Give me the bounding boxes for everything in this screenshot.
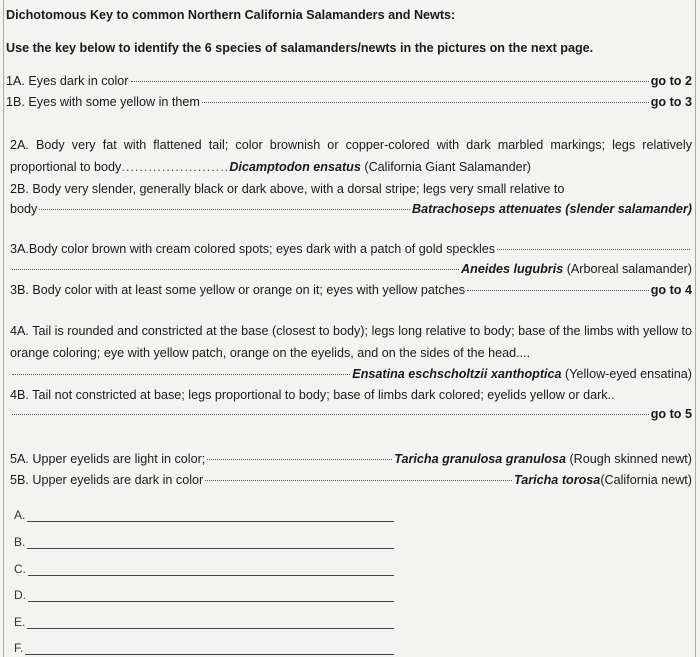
key-4b-line2 <box>10 406 692 422</box>
answer-label: A. <box>14 508 26 522</box>
answer-a-field[interactable] <box>14 508 394 522</box>
answer-b-field[interactable] <box>14 535 394 549</box>
key-5b-text: 5B. Upper eyelids are dark in color <box>10 473 204 487</box>
key-4a-common: (Yellow-eyed ensatina) <box>561 367 692 381</box>
answer-line[interactable] <box>28 565 394 576</box>
key-3a-common: (Arboreal salamander) <box>563 262 692 276</box>
key-1b-text: 1B. Eyes with some yellow in them <box>6 95 200 109</box>
key-3b-result: go to 4 <box>650 283 692 297</box>
key-1a-result: go to 2 <box>650 74 692 88</box>
answer-line[interactable] <box>25 644 394 655</box>
answer-line[interactable] <box>27 511 394 522</box>
key-5b-species: Taricha torosa <box>513 473 601 487</box>
answer-label: E. <box>14 615 26 629</box>
leader-dots <box>205 480 512 481</box>
key-3b-text: 3B. Body color with at least some yellow or orange on it; eyes with yellow patches <box>10 283 465 297</box>
leader-dots <box>12 269 459 270</box>
key-2a-common: (California Giant Salamander) <box>360 160 531 174</box>
answer-d-field[interactable] <box>14 588 394 602</box>
answer-line[interactable] <box>27 538 394 549</box>
answer-label: D. <box>14 588 26 602</box>
key-5a-text: 5A. Upper eyelids are light in color; <box>10 452 206 466</box>
answer-f-field[interactable] <box>14 641 394 655</box>
key-2a: 2A. Body very fat with flattened tail; color brownish or copper-colored with dark marbled markings; legs relatively proportional to body........................Dicamptodon ensatus (California Giant Salamander) <box>10 138 692 174</box>
answer-label: F. <box>14 641 24 655</box>
answer-line[interactable] <box>27 618 394 629</box>
key-4b-result: go to 5 <box>650 407 692 421</box>
key-1b <box>6 94 692 110</box>
key-5a-common: (Rough skinned newt) <box>565 452 692 466</box>
key-3b <box>10 282 692 298</box>
answer-c-field[interactable] <box>14 562 394 576</box>
answer-e-field[interactable] <box>14 615 394 629</box>
key-2b-text: body <box>10 202 38 216</box>
document-title: Dichotomous Key to common Northern California Salamanders and Newts: <box>6 8 456 22</box>
leader-dots <box>39 209 410 210</box>
answer-line[interactable] <box>28 591 394 602</box>
instruction-text: Use the key below to identify the 6 species of salamanders/newts in the pictures on the next page. <box>6 41 594 55</box>
key-5a <box>10 451 692 467</box>
leader-dots <box>12 374 350 375</box>
key-2b-line1: 2B. Body very slender, generally black or dark above, with a dorsal stripe; legs very small relative to <box>10 182 565 196</box>
key-1a-text: 1A. Eyes dark in color <box>6 74 129 88</box>
key-4a-species: Ensatina eschscholtzii xanthoptica <box>352 367 562 381</box>
leader-dots <box>467 290 649 291</box>
key-4b-text: 4B. Tail not constricted at base; legs proportional to body; base of limbs dark colored; eyelids yellow or dark.. <box>10 388 615 402</box>
leader-dots <box>12 414 649 415</box>
leader-dots <box>497 249 690 250</box>
key-3a-line1 <box>10 241 692 257</box>
answer-label: B. <box>14 535 26 549</box>
key-2a-text: 2A. Body very fat with flattened tail; color brownish or copper-colored with dark marbled markings; legs relatively proportional to body <box>10 138 692 174</box>
key-3a-text: 3A.Body color brown with cream colored spots; eyes dark with a patch of gold speckles <box>10 242 496 256</box>
key-2b-species: Batrachoseps attenuates (slender salamander) <box>412 202 692 216</box>
answer-label: C. <box>14 562 26 576</box>
key-5a-species: Taricha granulosa granulosa <box>394 452 566 466</box>
leader-dots <box>207 459 392 460</box>
key-1b-result: go to 3 <box>650 95 692 109</box>
key-4a-line3 <box>10 366 692 382</box>
key-4a-text: 4A. Tail is rounded and constricted at the base (closest to body); legs long relative to body; base of the limbs with yellow to orange coloring; eye with yellow patch, orange on the eyelids, and on the sides of the head.... <box>10 324 692 360</box>
key-3a-line2 <box>10 261 692 277</box>
key-5b-common: (California newt) <box>600 473 692 487</box>
key-3a-species: Aneides lugubris <box>461 262 564 276</box>
key-2a-species: Dicamptodon ensatus <box>229 160 361 174</box>
leader-dots <box>202 102 649 103</box>
leader-dots <box>131 81 649 82</box>
key-5b <box>10 472 692 488</box>
key-1a <box>6 73 692 89</box>
key-2b-line2 <box>10 201 692 217</box>
